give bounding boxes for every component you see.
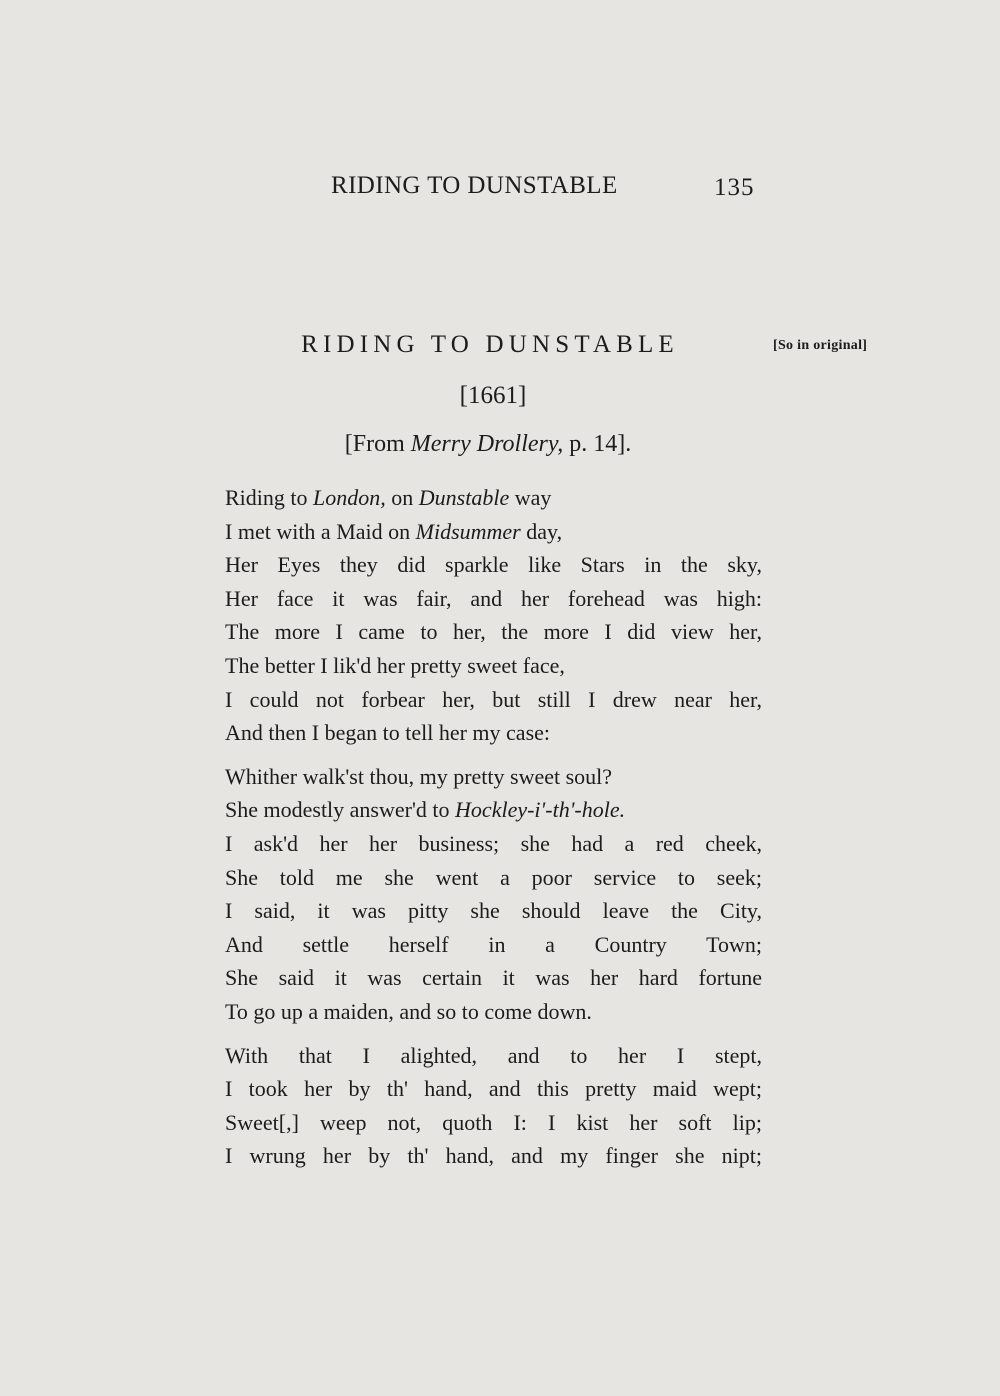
poem-line xyxy=(225,649,762,683)
poem-line xyxy=(225,961,762,995)
running-head xyxy=(0,172,1000,206)
source-note xyxy=(0,431,976,458)
line-text: Her Eyes they did sparkle like Stars in the sky, xyxy=(225,552,762,578)
line-text: I met with a Maid on xyxy=(225,518,416,544)
poem-date: [1661] xyxy=(459,382,527,409)
line-text: day, xyxy=(520,518,563,544)
stanza xyxy=(225,481,762,750)
line-text: I could not forbear her, but still I drew near her, xyxy=(225,686,762,712)
line-text: I ask'd her her business; she had a red cheek, xyxy=(225,830,762,856)
poem-line xyxy=(225,515,762,549)
line-text: She modestly answer'd to xyxy=(225,797,456,823)
stanza xyxy=(225,760,762,1029)
line-text: To go up a maiden, and so to come down. xyxy=(225,998,592,1024)
poem-line xyxy=(225,928,762,962)
poem-line xyxy=(225,793,762,827)
poem-line xyxy=(225,615,762,649)
line-text: Sweet[,] weep not, quoth I: I kist her soft lip; xyxy=(225,1109,762,1135)
poem-body xyxy=(225,481,762,1183)
line-text: I took her by th' hand, and this pretty maid wept; xyxy=(225,1076,762,1102)
italic-text: London, xyxy=(313,485,386,510)
poem-line xyxy=(225,1106,762,1140)
poem-line xyxy=(225,548,762,582)
line-text: Riding to xyxy=(225,485,314,510)
poem-title: RIDING TO DUNSTABLE xyxy=(301,331,679,358)
line-text: The more I came to her, the more I did view her, xyxy=(225,619,762,645)
line-text: Whither walk'st thou, my pretty sweet soul? xyxy=(225,763,613,789)
line-text: And settle herself in a Country Town; xyxy=(225,931,762,957)
poem-line xyxy=(225,827,762,861)
line-text: I said, it was pitty she should leave the City, xyxy=(225,898,762,924)
poem-line xyxy=(225,760,762,794)
poem-line xyxy=(225,894,762,928)
stanza xyxy=(225,1039,762,1173)
italic-text: Dunstable xyxy=(418,485,510,510)
line-text: Her face it was fair, and her forehead was high: xyxy=(225,585,762,611)
italic-text: Midsummer xyxy=(415,518,521,544)
poem-line xyxy=(225,683,762,717)
margin-note: [So in original] xyxy=(773,338,868,353)
line-text: way xyxy=(509,485,552,510)
source-prefix: [From xyxy=(344,431,411,457)
line-text: With that I alighted, and to her I stept, xyxy=(225,1042,762,1068)
source-suffix: p. 14]. xyxy=(563,431,632,457)
poem-line xyxy=(225,716,762,750)
line-text: I wrung her by th' hand, and my finger she nipt; xyxy=(225,1143,762,1169)
poem-line xyxy=(225,1139,762,1173)
poem-line xyxy=(225,481,762,515)
italic-text: Hockley-i'-th'-hole. xyxy=(455,797,626,823)
page-number: 135 xyxy=(714,174,755,201)
poem-line xyxy=(225,995,762,1029)
line-text: on xyxy=(385,485,419,510)
running-title: RIDING TO DUNSTABLE xyxy=(331,172,618,199)
source-title: Merry Drollery, xyxy=(410,431,564,457)
poem-line xyxy=(225,861,762,895)
line-text: And then I began to tell her my case: xyxy=(225,720,551,746)
poem-line xyxy=(225,1072,762,1106)
line-text: She said it was certain it was her hard fortune xyxy=(225,965,762,991)
line-text: The better I lik'd her pretty sweet face, xyxy=(225,652,565,678)
line-text: She told me she went a poor service to seek; xyxy=(225,864,762,890)
poem-line xyxy=(225,1039,762,1073)
poem-line xyxy=(225,582,762,616)
